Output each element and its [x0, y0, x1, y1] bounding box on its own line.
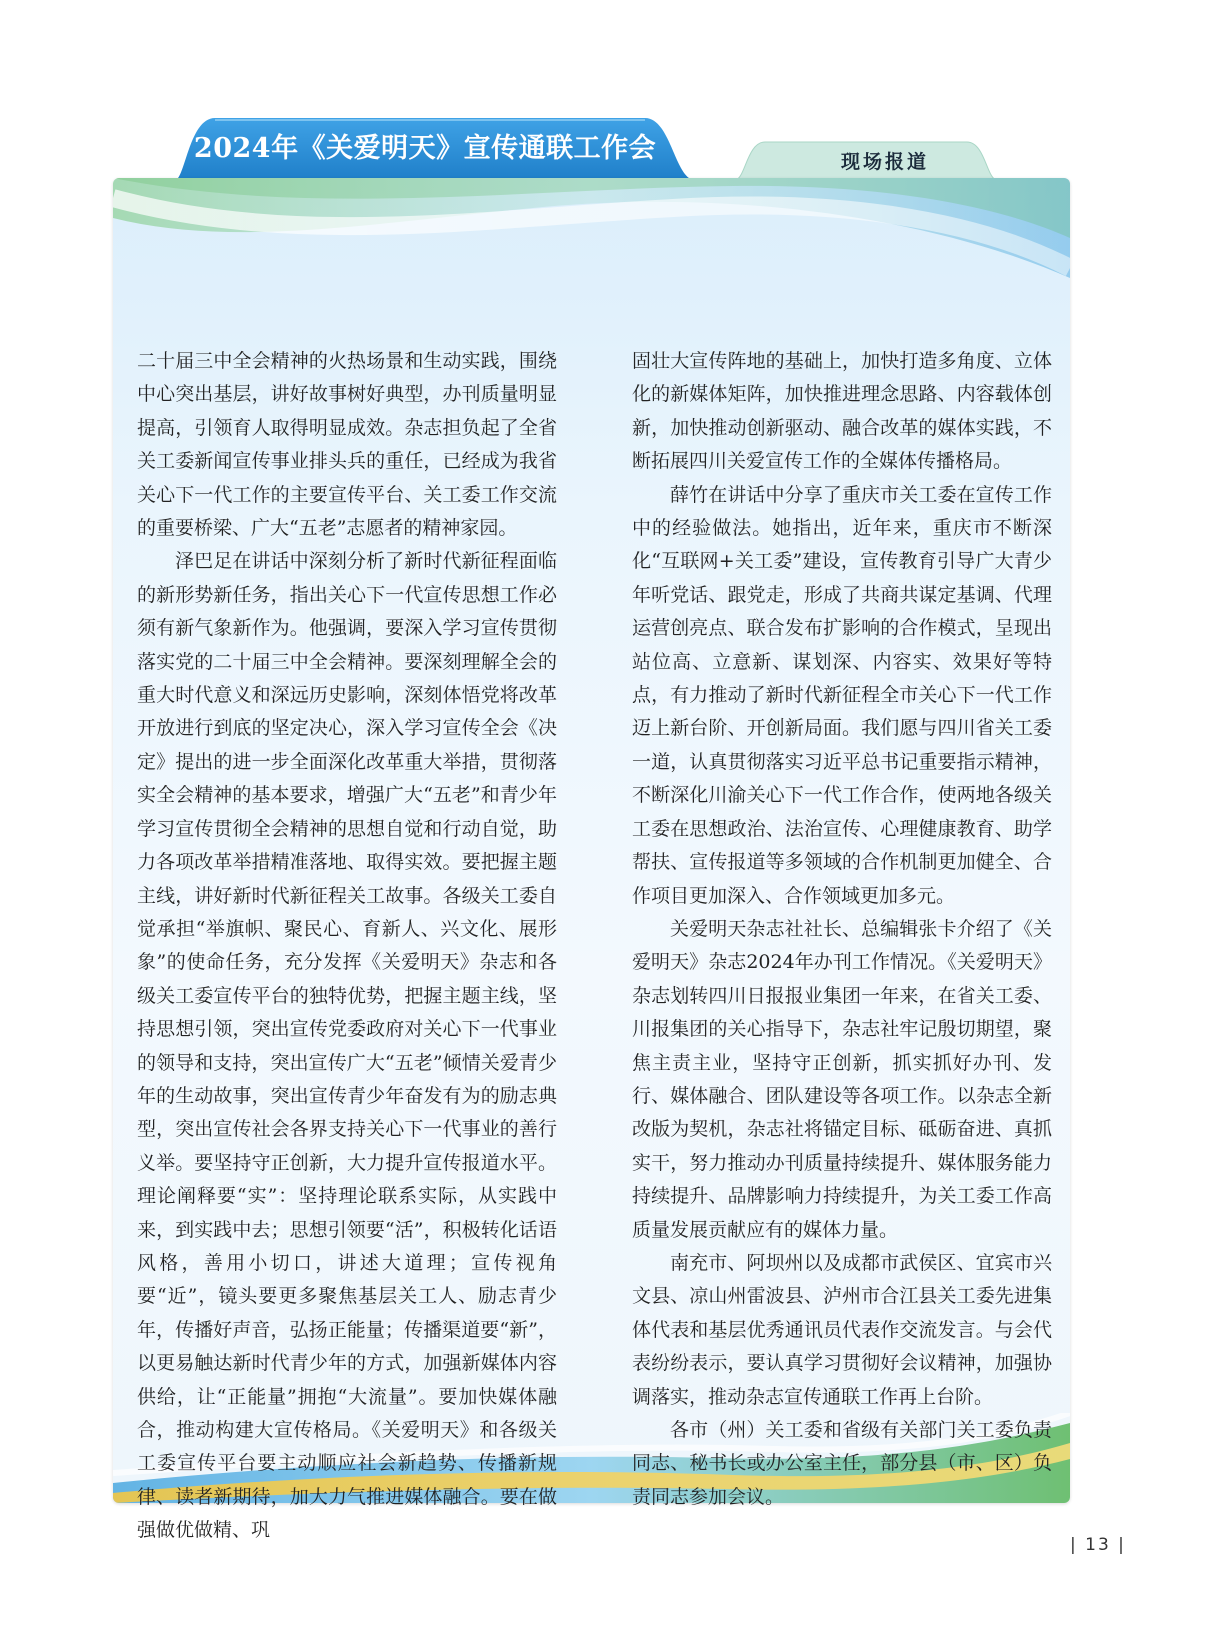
paragraph: 南充市、阿坝州以及成都市武侯区、宜宾市兴文县、凉山州雷波县、泸州市合江县关工委先进集体代表和基层优秀通讯员代表作交流发言。与会代表纷纷表示，要认真学习贯彻好会议精神，加强协调落实，推动杂志宣传通联工作再上台阶。: [632, 1251, 1052, 1408]
section-label: 现场报道: [840, 151, 929, 173]
article-column-left: [137, 345, 557, 1548]
paragraph: 固壮大宣传阵地的基础上，加快打造多角度、立体化的新媒体矩阵，加快推进理念思路、内容载体创新，加快推动创新驱动、融合改革的媒体实践，不断拓展四川关爱宣传工作的全媒体传播格局。: [632, 350, 1052, 473]
top-wave-decoration: [113, 178, 1070, 338]
header-banner: [175, 116, 735, 180]
paragraph: 薛竹在讲话中分享了重庆市关工委在宣传工作中的经验做法。她指出，近年来，重庆市不断深化“互联网+关工委”建设，宣传教育引导广大青少年听党话、跟党走，形成了共商共谋定基调、代理运营创亮点、联合发布扩影响的合作模式，呈现出站位高、立意新、谋划深、内容实、效果好等特点，有力推动了新时代新征程全市关心下一代工作迈上新台阶、开创新局面。我们愿与四川省关工委一道，认真贯彻落实习近平总书记重要指示精神，不断深化川渝关心下一代工作合作，使两地各级关工委在思想政治、法治宣传、心理健康教育、助学帮扶、宣传报道等多领域的合作机制更加健全、合作项目更加深入、合作领域更加多元。: [632, 483, 1052, 907]
paragraph: 二十届三中全会精神的火热场景和生动实践，围绕中心突出基层，讲好故事树好典型，办刊质量明显提高，引领育人取得明显成效。杂志担负起了全省关工委新闻宣传事业排头兵的重任，已经成为我省关心下一代工作的主要宣传平台、关工委工作交流的重要桥梁、广大“五老”志愿者的精神家园。: [137, 350, 557, 540]
section-tab: [735, 140, 1055, 180]
paragraph: 泽巴足在讲话中深刻分析了新时代新征程面临的新形势新任务，指出关心下一代宣传思想工作必须有新气象新作为。他强调，要深入学习宣传贯彻落实党的二十届三中全会精神。要深刻理解全会的重大时代意义和深远历史影响，深刻体悟党将改革开放进行到底的坚定决心，深入学习宣传全会《决定》提出的进一步全面深化改革重大举措，贯彻落实全会精神的基本要求，增强广大“五老”和青少年学习宣传贯彻全会精神的思想自觉和行动自觉，助力各项改革举措精准落地、取得实效。要把握主题主线，讲好新时代新征程关工故事。各级关工委自觉承担“举旗帜、聚民心、育新人、兴文化、展形象”的使命任务，充分发挥《关爱明天》杂志和各级关工委宣传平台的独特优势，把握主题主线，坚持思想引领，突出宣传党委政府对关心下一代事业的领导和支持，突出宣传广大“五老”倾情关爱青少年的生动故事，突出宣传青少年奋发有为的励志典型，突出宣传社会各界支持关心下一代事业的善行义举。要坚持守正创新，大力提升宣传报道水平。理论阐释要“实”：坚持理论联系实际，从实践中来，到实践中去；思想引领要“活”，积极转化话语风格，善用小切口，讲述大道理；宣传视角要“近”，镜头要更多聚焦基层关工人、励志青少年，传播好声音，弘扬正能量；传播渠道要“新”，以更易触达新时代青少年的方式，加强新媒体内容供给，让“正能量”拥抱“大流量”。要加快媒体融合，推动构建大宣传格局。《关爱明天》和各级关工委宣传平台要主动顺应社会新趋势、传播新规律、读者新期待，加大力气推进媒体融合。要在做强做优做精、巩: [137, 550, 557, 1542]
article-column-right: [632, 345, 1052, 1514]
page-number: | 13 |: [1070, 1535, 1126, 1555]
paragraph: 各市（州）关工委和省级有关部门关工委负责同志、秘书长或办公室主任，部分县（市、区）负责同志参加会议。: [632, 1419, 1052, 1508]
paragraph: 关爱明天杂志社社长、总编辑张卡介绍了《关爱明天》杂志2024年办刊工作情况。《关爱明天》杂志划转四川日报报业集团一年来，在省关工委、川报集团的关心指导下，杂志社牢记殷切期望，聚焦主责主业，坚持守正创新，抓实抓好办刊、发行、媒体融合、团队建设等各项工作。以杂志全新改版为契机，杂志社将锚定目标、砥砺奋进、真抓实干，努力推动办刊质量持续提升、媒体服务能力持续提升、品牌影响力持续提升，为关工委工作高质量发展贡献应有的媒体力量。: [632, 917, 1052, 1241]
page-title: 2024年《关爱明天》宣传通联工作会: [193, 133, 657, 164]
